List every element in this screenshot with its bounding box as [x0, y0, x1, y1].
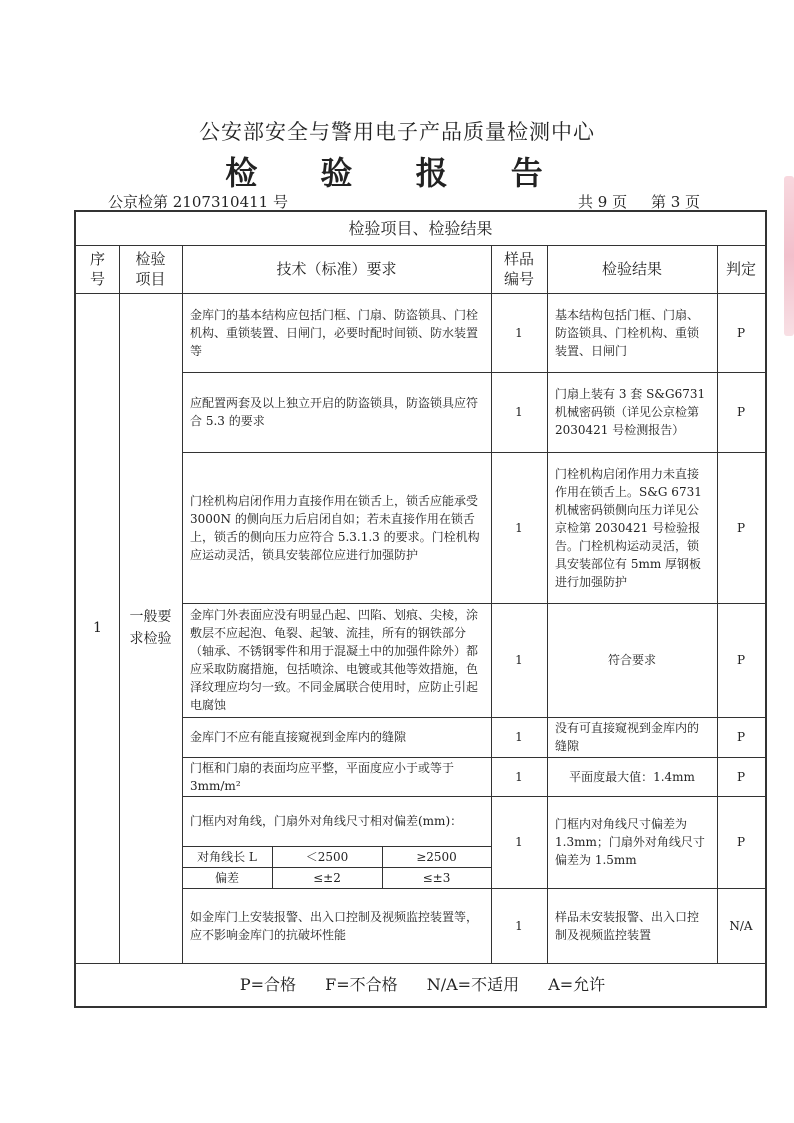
sample-cell: 1 [515, 653, 523, 667]
sample-cell: 1 [515, 325, 523, 340]
sample-cell: 1 [515, 918, 523, 933]
requirement-cell: 金库门外表面应没有明显凸起、凹陷、划痕、尖棱，涂敷层不应起泡、龟裂、起皱、流挂，所有的钢铁部分（轴承、不锈钢零件和用于混凝土中的加强件除外）都应采取防腐措施，包括喷涂、电镀或其他等效措施，色泽纹理应均匀一致。不同金属联合使用时，应防止引起电腐蚀 [190, 608, 479, 712]
result-cell: 符合要求 [607, 653, 656, 667]
current-page: 第 3 页 [650, 193, 701, 211]
verdict-cell: P [736, 653, 746, 667]
result-cell: 门框内对角线尺寸偏差为 1.3mm；门扇外对角线尺寸偏差为 1.5mm [555, 817, 705, 867]
result-cell: 基本结构包括门框、门扇、防盗锁具、门栓机构、重锁装置、日闸门 [555, 307, 700, 358]
requirement-cell: 如金库门上安装报警、出入口控制及视频监控装置等，应不影响金库门的抗破坏性能 [190, 909, 479, 942]
col-header-result: 检验结果 [601, 260, 662, 278]
verdict-cell: P [736, 835, 746, 849]
group-seq: 1 [93, 620, 102, 636]
sub-table-row-label: 偏差 [214, 870, 239, 885]
sub-table-value-ge2500: ≤±3 [422, 870, 451, 885]
requirement-cell: 门栓机构启闭作用力直接作用在锁舌上，锁舌应能承受 3000N 的侧向压力后启闭自如；若未直接作用在锁舌上，锁舌的侧向压力应符合 5.3.1.3 的要求。门栓机构应运动灵活，锁具安装部位应进行加强防护 [190, 493, 480, 562]
legend-allow: A=允许 [548, 975, 606, 994]
sample-cell: 1 [515, 730, 523, 744]
page-indicator [578, 191, 700, 212]
total-pages: 共 9 页 [578, 193, 628, 211]
sample-cell: 1 [515, 405, 523, 419]
result-cell: 平面度最大值：1.4mm [569, 769, 695, 784]
sub-table-header-label: 对角线长 L [197, 849, 257, 864]
result-cell: 门扇上装有 3 套 S&G6731 机械密码锁（详见公京检第 2030421 号检测报告） [555, 387, 706, 437]
verdict-cell: P [736, 730, 746, 744]
requirement-cell: 应配置两套及以上独立开启的防盗锁具，防盗锁具应符合 5.3 的要求 [190, 396, 479, 428]
legend-pass: P=合格 [239, 975, 297, 994]
requirement-cell: 门框内对角线，门扇外对角线尺寸相对偏差(mm)： [190, 814, 463, 828]
verdict-cell: P [736, 405, 746, 419]
requirement-cell: 金库门不应有能直接窥视到金库内的缝隙 [190, 730, 407, 744]
legend-fail: F=不合格 [325, 975, 398, 994]
verdict-cell: P [736, 520, 746, 535]
seal-edge-mark [784, 176, 794, 336]
verdict-cell: N/A [729, 918, 753, 933]
inspection-table [74, 210, 767, 1008]
report-number: 公京检第 2107310411 号 [108, 193, 288, 211]
verdict-cell: P [736, 769, 746, 784]
document-title: 检 验 报 告 [225, 154, 569, 192]
table-title: 检验项目、检验结果 [348, 218, 493, 238]
col-header-item: 检验项目 [135, 250, 166, 288]
result-cell: 没有可直接窥视到金库内的缝隙 [555, 721, 700, 753]
sample-cell: 1 [515, 520, 523, 535]
result-cell: 样品未安装报警、出入口控制及视频监控装置 [555, 909, 700, 942]
sub-table-header-ge2500: ≥2500 [416, 849, 457, 864]
col-header-requirement: 技术（标准）要求 [276, 260, 397, 278]
sub-table-value-lt2500: ≤±2 [313, 870, 341, 885]
group-item: 一般要求检验 [129, 609, 172, 647]
verdict-cell: P [736, 325, 746, 340]
verdict-legend [76, 972, 769, 995]
sample-cell: 1 [515, 769, 523, 784]
requirement-cell: 金库门的基本结构应包括门框、门扇、防盗锁具、门栓机构、重锁装置、日闸门，必要时配时间锁、防水装置等 [190, 307, 479, 358]
requirement-cell: 门框和门扇的表面均应平整，平面度应小于或等于 3mm/m² [190, 760, 455, 793]
col-header-sample-no: 样品编号 [503, 250, 534, 288]
sub-table-header-lt2500: ＜2500 [305, 849, 349, 864]
legend-na: N/A=不适用 [426, 975, 520, 994]
sample-cell: 1 [515, 835, 523, 849]
col-header-seq: 序号 [89, 250, 105, 288]
result-cell: 门栓机构启闭作用力未直接作用在锁舌上。S&G 6731 机械密码锁侧向压力详见公京检第 2030421 号检验报告。门栓机构运动灵活，锁具安装部位有 5mm 厚钢板进行加强防护 [555, 466, 702, 589]
org-name: 公安部安全与警用电子产品质量检测中心 [199, 120, 595, 144]
col-header-verdict: 判定 [725, 260, 756, 278]
